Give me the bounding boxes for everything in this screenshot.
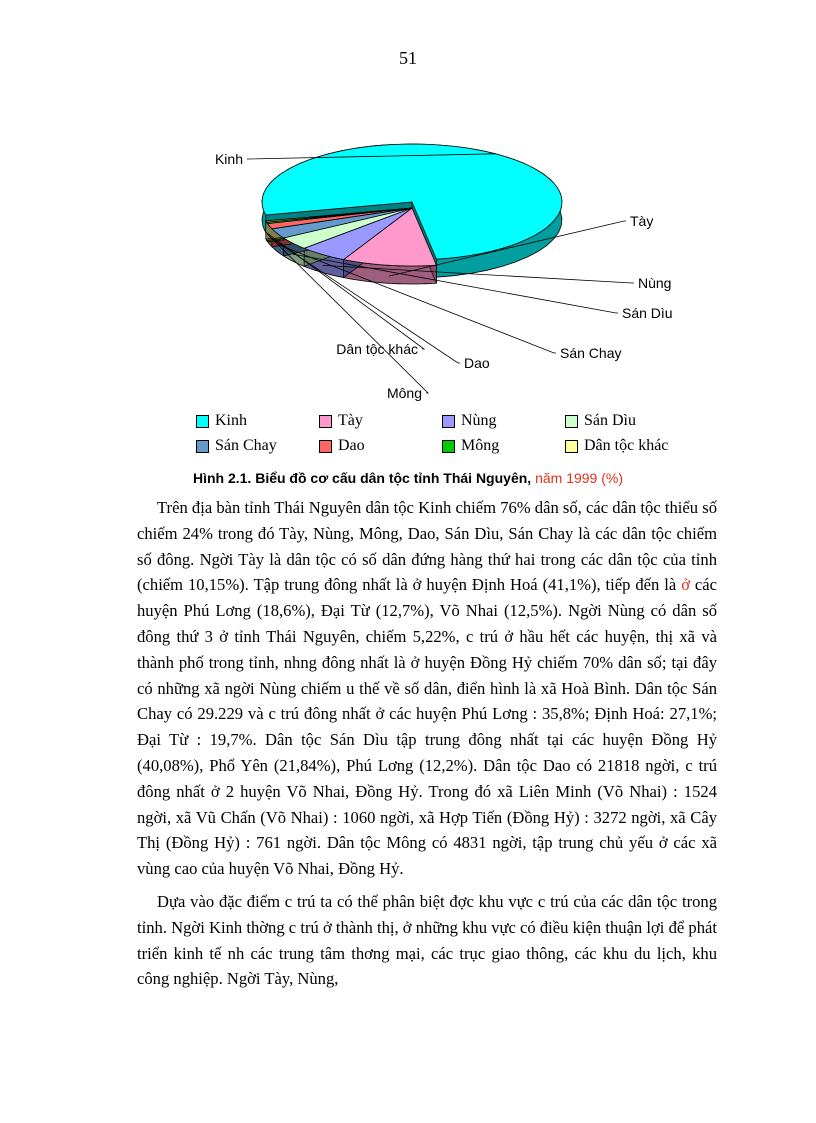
legend-swatch-san-chay <box>196 440 209 453</box>
caption-main: Hình 2.1. Biểu đồ cơ cấu dân tộc tỉnh Thái Nguyên, <box>192 470 532 486</box>
legend-item-kinh: Kinh <box>196 412 247 430</box>
legend-item-san-chay: Sán Chay <box>196 437 277 455</box>
pie-label-1: Tày <box>630 213 654 229</box>
pie-label-2: Nùng <box>638 275 672 291</box>
figure-caption <box>0 470 816 486</box>
legend-item-dan-toc-khac: Dân tộc khác <box>565 437 668 455</box>
body-text <box>137 495 717 992</box>
pie-label-6: Mông <box>386 385 422 401</box>
pie-label-3: Sán Dìu <box>622 305 673 321</box>
legend-item-san-diu: Sán Dìu <box>565 412 636 430</box>
legend-swatch-nung <box>442 415 455 428</box>
page-number: 51 <box>399 48 417 68</box>
legend-item-mong: Mông <box>442 437 499 455</box>
paragraph-1: Trên địa bàn tỉnh Thái Nguyên dân tộc Kinh chiếm 76% dân số, các dân tộc thiểu số chiếm 24% trong đó Tày, Nùng, Mông, Dao, Sán Dìu, Sán Chay là các dân tộc chiếm số đông. Ngời Tày là dân tộc có số dân đứng hàng thứ hai trong các dân tộc của tỉnh (chiếm 10,15%). Tập trung đông nhất là ở huyện Định Hoá (41,1%), tiếp đến là ở các huyện Phú Lơng (18,6%), Đại Từ (12,7%), Võ Nhai (12,5%). Ngời Nùng có dân số đông thứ 3 ở tỉnh Thái Nguyên, chiếm 5,22%, c trú ở hầu hết các huyện, thị xã và thành phố trong tỉnh, nhng đông nhất là ở huyện Đồng Hỷ chiếm 70% dân số; tại đây có những xã ngời Nùng chiếm u thế về số dân, điển hình là xã Hoà Bình. Dân tộc Sán Chay có 29.229 và c trú đông nhất ở các huyện Phú Lơng : 35,8%; Định Hoá: 27,1%; Đại Từ : 19,7%. Dân tộc Sán Dìu tập trung đông nhất tại các huyện Đồng Hỷ (40,08%), Phổ Yên (21,84%), Phú Lơng (12,2%). Dân tộc Dao có 21818 ngời, c trú đông nhất ở 2 huyện Võ Nhai, Đồng Hỷ. Trong đó xã Liên Minh (Võ Nhai) : 1524 ngời, xã Vũ Chấn (Võ Nhai) : 1060 ngời, xã Hợp Tiến (Đồng Hỷ) : 3272 ngời, xã Cây Thị (Đồng Hỷ) : 761 ngời. Dân tộc Mông có 4831 ngời, tập trung chủ yếu ở các xã vùng cao của huyện Võ Nhai, Đồng Hỷ. <box>137 498 717 879</box>
caption-year: năm 1999 (%) <box>531 470 624 486</box>
pie-label-5: Dao <box>464 355 490 371</box>
legend-swatch-dao <box>319 440 332 453</box>
legend-swatch-san-diu <box>565 415 578 428</box>
legend-item-dao: Dao <box>319 437 365 455</box>
legend-swatch-tay <box>319 415 332 428</box>
pie-label-4: Sán Chay <box>560 345 622 361</box>
legend-swatch-mong <box>442 440 455 453</box>
pie-label-7: Dân tộc khác <box>336 341 418 357</box>
legend-item-nung: Nùng <box>442 412 497 430</box>
pie-chart <box>0 130 816 460</box>
legend-swatch-kinh <box>196 415 209 428</box>
legend-swatch-dan-toc-khac <box>565 440 578 453</box>
paragraph-2: Dựa vào đặc điểm c trú ta có thể phân biệt đợc khu vực c trú của các dân tộc trong tỉnh. Ngời Kinh thờng c trú ở thành thị, ở những khu vực có điều kiện thuận lợi để phát triển kinh tế nh các trung tâm thơng mại, các trục giao thông, các khu du lịch, khu công nghiệp. Ngời Tày, Nùng, <box>137 891 717 989</box>
legend-item-tay: Tày <box>319 412 363 430</box>
pie-label-0: Kinh <box>214 151 243 167</box>
pie-chart-svg <box>0 130 816 410</box>
